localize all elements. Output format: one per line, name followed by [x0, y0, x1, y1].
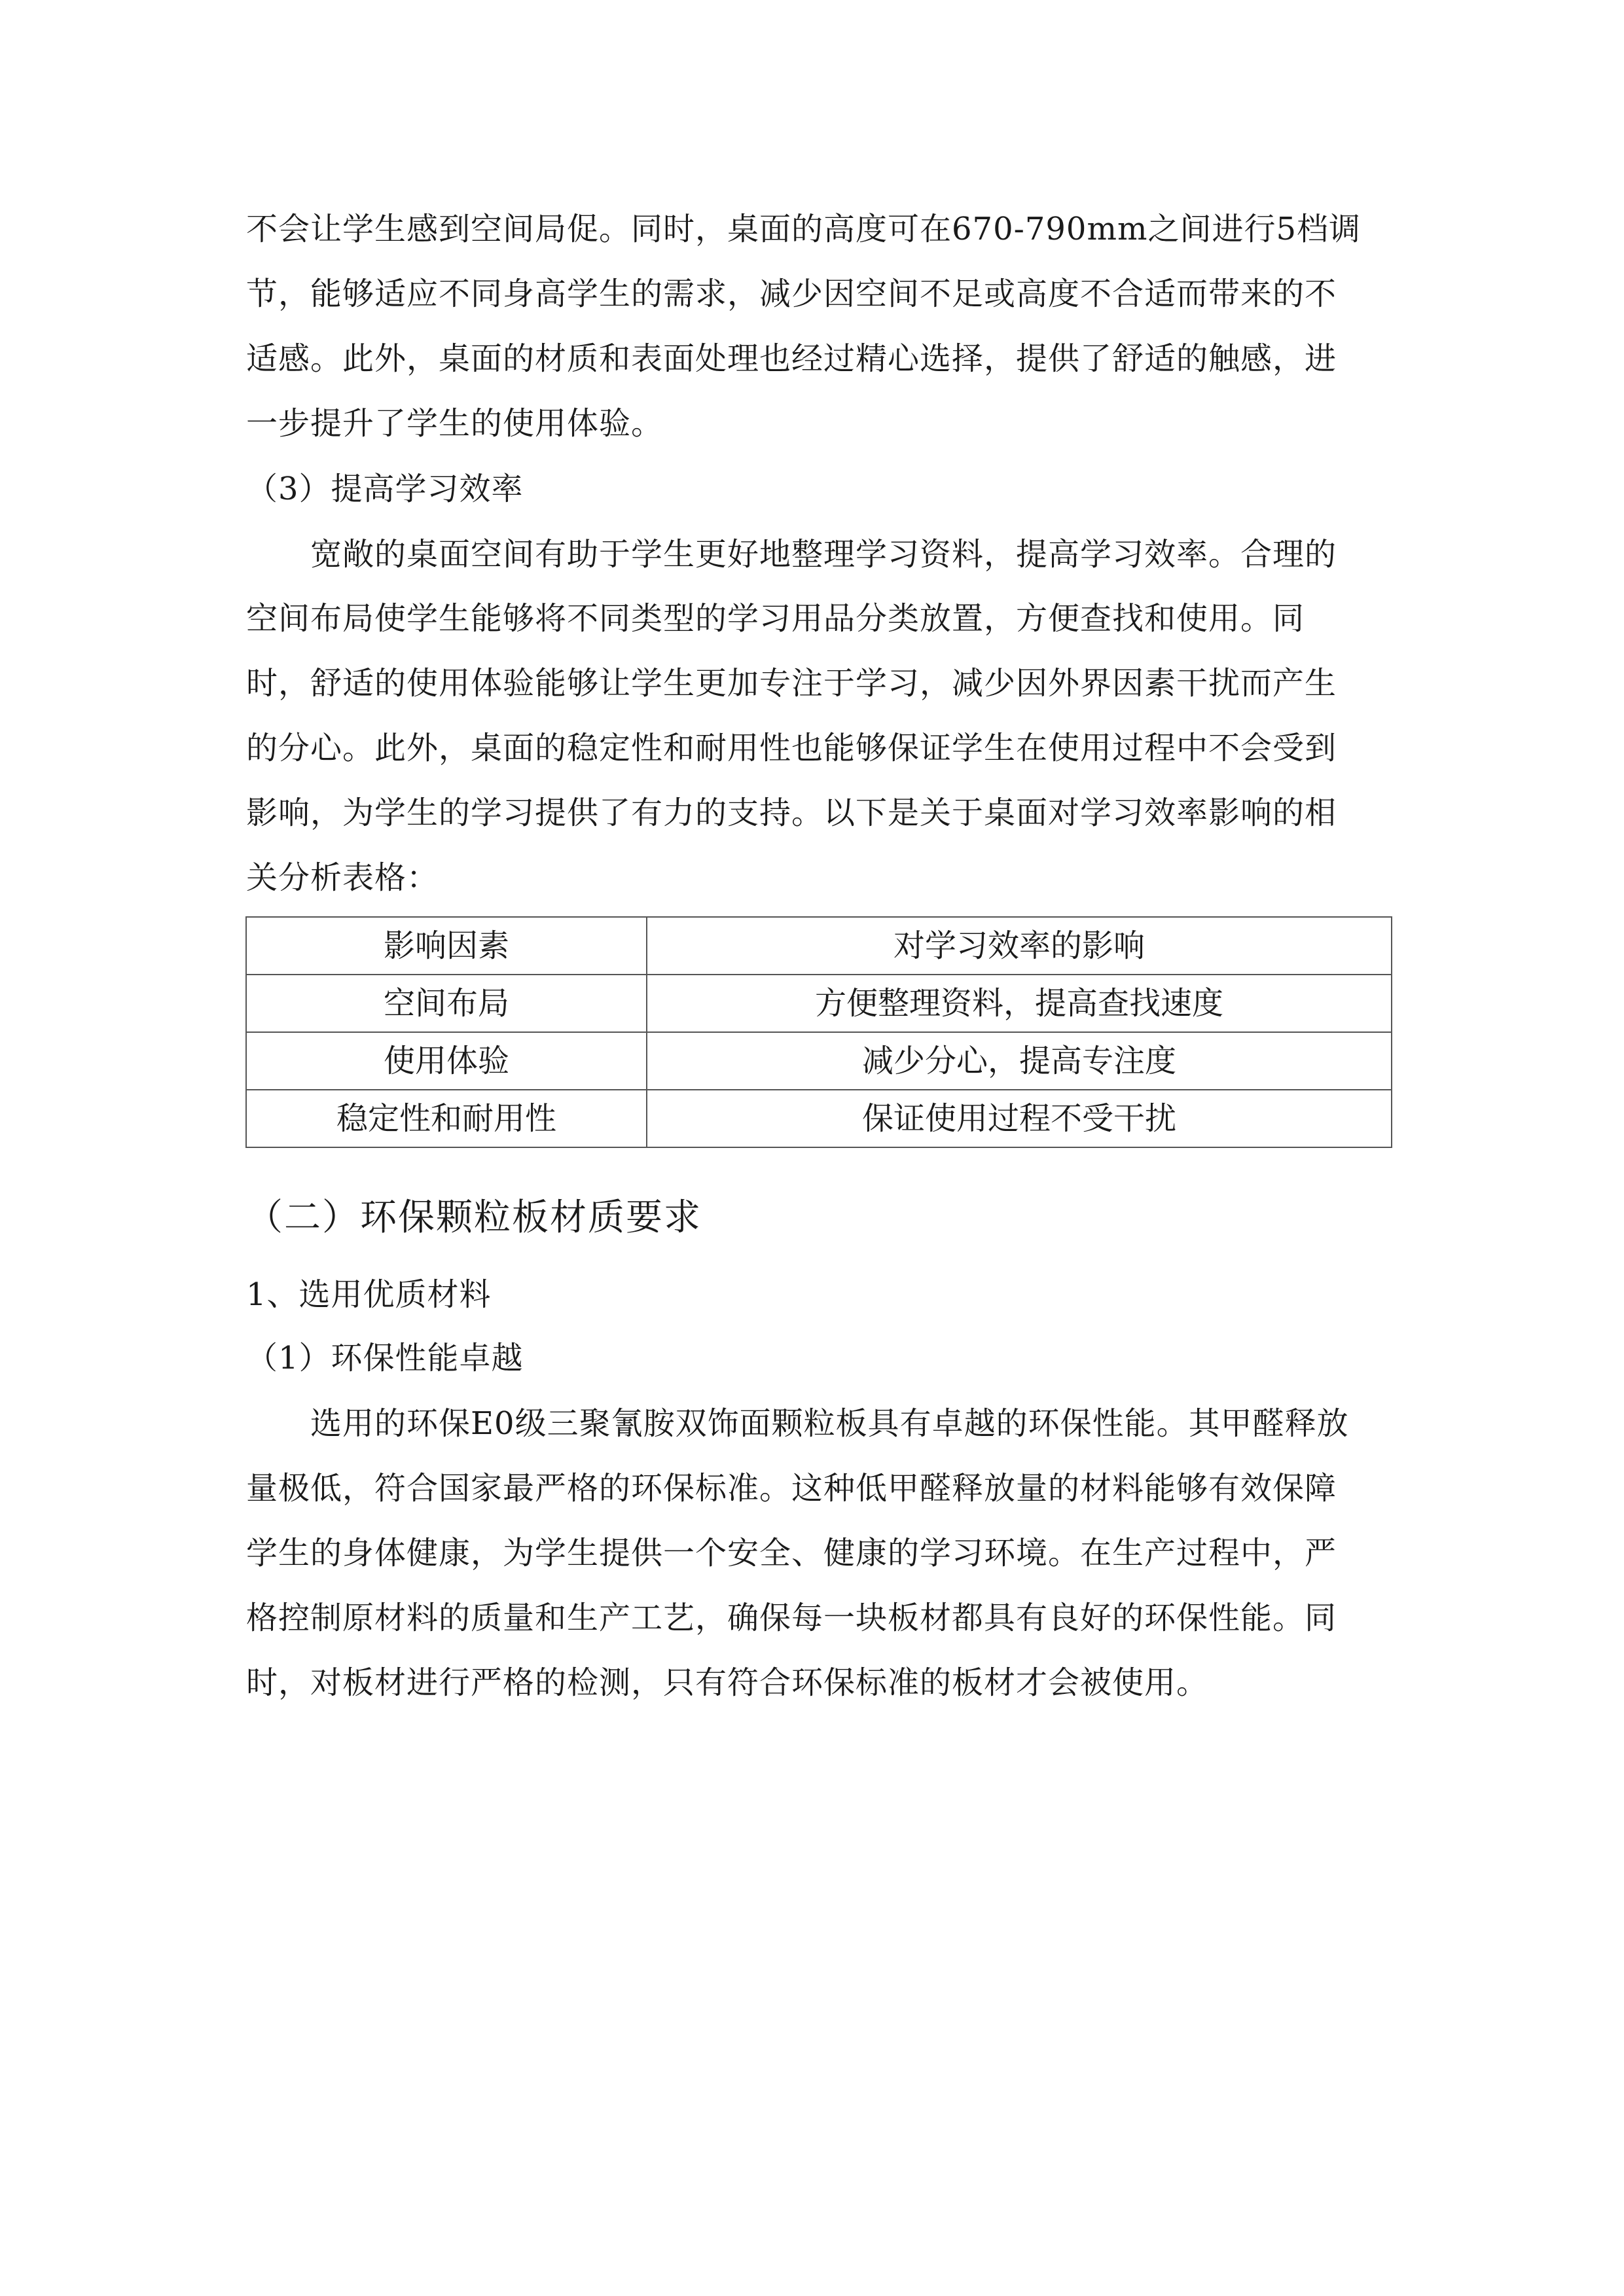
paragraph-line: 学生的身体健康，为学生提供一个安全、健康的学习环境。在生产过程中，严	[246, 1535, 1337, 1571]
table-row	[246, 1032, 1392, 1090]
table-header-cell: 影响因素	[246, 917, 647, 975]
table-cell: 稳定性和耐用性	[246, 1090, 647, 1147]
paragraph-line: 宽敞的桌面空间有助于学生更好地整理学习资料，提高学习效率。合理的	[310, 536, 1337, 573]
paragraph-line: 时，舒适的使用体验能够让学生更加专注于学习，减少因外界因素干扰而产生	[246, 665, 1337, 702]
paragraph-line: 影响，为学生的学习提供了有力的支持。以下是关于桌面对学习效率影响的相	[246, 795, 1337, 831]
subheading-environment: （1）环保性能卓越	[246, 1340, 524, 1376]
efficiency-table	[245, 916, 1392, 1148]
paragraph-line: 不会让学生感到空间局促。同时，桌面的高度可在670-790mm之间进行5档调	[246, 211, 1362, 247]
paragraph-line: 关分析表格：	[246, 859, 439, 896]
table-cell: 方便整理资料，提高查找速度	[647, 975, 1392, 1032]
paragraph-line: 空间布局使学生能够将不同类型的学习用品分类放置，方便查找和使用。同	[246, 600, 1305, 637]
subsection-heading: 1、选用优质材料	[246, 1276, 492, 1313]
table-row	[246, 1090, 1392, 1147]
paragraph-line: 的分心。此外，桌面的稳定性和耐用性也能够保证学生在使用过程中不会受到	[246, 730, 1337, 766]
paragraph-line: 一步提升了学生的使用体验。	[246, 405, 664, 442]
paragraph-line: 选用的环保E0级三聚氰胺双饰面颗粒板具有卓越的环保性能。其甲醛释放	[310, 1405, 1349, 1442]
table-cell: 空间布局	[246, 975, 647, 1032]
paragraph-line: 时，对板材进行严格的检测，只有符合环保标准的板材才会被使用。	[246, 1664, 1209, 1701]
paragraph-line: 节，能够适应不同身高学生的需求，减少因空间不足或高度不合适而带来的不	[246, 276, 1337, 312]
table-header-row	[246, 917, 1392, 975]
paragraph-line: 格控制原材料的质量和生产工艺，确保每一块板材都具有良好的环保性能。同	[246, 1600, 1337, 1636]
table-cell: 使用体验	[246, 1032, 647, 1090]
paragraph-line: 量极低，符合国家最严格的环保标准。这种低甲醛释放量的材料能够有效保障	[246, 1470, 1337, 1507]
table-header-cell: 对学习效率的影响	[647, 917, 1392, 975]
section-heading: （二）环保颗粒板材质要求	[246, 1196, 702, 1239]
paragraph-line: 适感。此外，桌面的材质和表面处理也经过精心选择，提供了舒适的触感，进	[246, 340, 1337, 377]
table-cell: 减少分心，提高专注度	[647, 1032, 1392, 1090]
table-row	[246, 975, 1392, 1032]
subheading-efficiency: （3）提高学习效率	[246, 471, 524, 507]
table-cell: 保证使用过程不受干扰	[647, 1090, 1392, 1147]
